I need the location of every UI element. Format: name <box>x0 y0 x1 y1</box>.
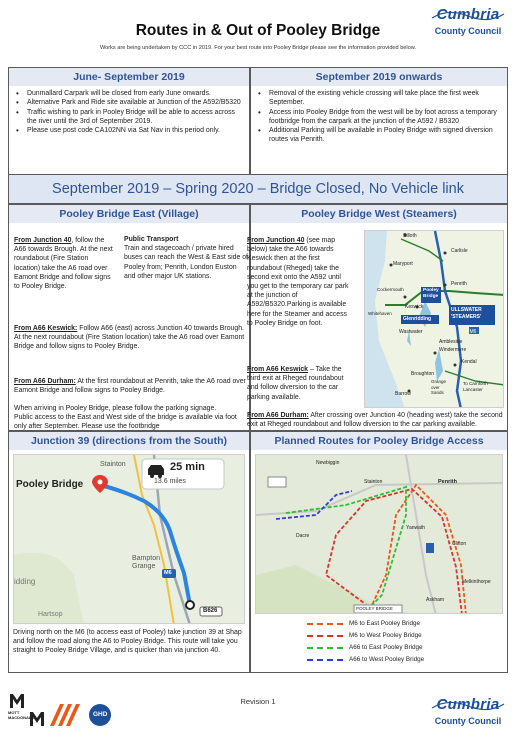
planned-routes-panel <box>250 431 508 673</box>
route-distance: 13.6 miles <box>154 478 186 485</box>
pooley-east-panel <box>8 204 250 431</box>
map-yanwath: Yanwath <box>406 525 426 531</box>
east-junction40-body: , follow the A66 towards Brough. At the next roundabout (Fire Station location) take the A6 road over Eamont Bridge and follow signs to Pooley Bridge. <box>14 237 113 291</box>
september-heading: September 2019 onwards <box>251 68 507 86</box>
route-time: 25 min <box>170 461 205 473</box>
footer-cumbria-logo-sub: County Council <box>434 716 502 726</box>
map-carnforth: To Carnforth Lancaster <box>463 381 488 392</box>
legend-line <box>307 635 343 637</box>
east-arrive-body: When arriving in Pooley Bridge, please follow the parking signage. <box>14 405 217 412</box>
map-askham: Askham <box>426 597 445 603</box>
page-subtitle: Works are being undertaken by CCC in 2019. For your best route into Pooley Bridge please see the information provided below. <box>99 45 417 51</box>
map-road-b626: B626 <box>203 608 218 614</box>
place-dot <box>454 364 457 367</box>
west-heading: Pooley Bridge West (Steamers) <box>251 205 507 223</box>
june-item: • Dunmallard Carpark will be closed from early June onwards. <box>13 89 245 98</box>
m6-shield-label: M6 <box>469 329 477 335</box>
cumbria-logo-word: Cumbria <box>436 6 500 23</box>
legend-row <box>251 655 491 665</box>
east-arrive-text <box>14 404 246 432</box>
revision-label: Revision 1 <box>240 697 276 706</box>
west-keswick-text <box>247 365 353 402</box>
west-junction40-label: From Junction 40 <box>247 237 305 244</box>
m6-shield <box>426 543 434 553</box>
map-newbiggin: Newbiggin <box>316 460 340 466</box>
map-place-ridding: idding <box>14 577 36 586</box>
legend-row <box>251 643 491 653</box>
public-transport-text: Train and stagecoach / private hired buses can reach the West & East side of Pooley from; Penrith, London Euston and other major UK stations. <box>124 245 248 280</box>
public-transport-heading: Public Transport <box>124 236 179 243</box>
west-durham-body: After crossing over Junction 40 (heading west) take the second exit at Rheged roundabout and follow diversion to the car parking available. <box>247 412 503 429</box>
legend-row <box>251 619 491 629</box>
september-item: • Additional Parking will be available in Pooley Bridge with signed diversion routes via Penrith. <box>255 126 503 145</box>
partner-logos <box>8 690 118 730</box>
east-durham-body: At the first roundabout at Penrith, take the A6 road over Eamont Bridge and follow signs to Pooley Bridge. <box>14 378 246 395</box>
map-dacre: Dacre <box>296 533 310 539</box>
map-stainton: Stainton <box>364 479 383 485</box>
place-dot <box>404 296 407 299</box>
place-dot <box>434 352 437 355</box>
september-list <box>255 89 503 145</box>
mott-macdonald-m-icon <box>10 694 24 708</box>
junction39-map <box>13 454 245 624</box>
map-pooley-bridge: Pooley Bridge <box>423 288 439 299</box>
east-junction40-label: From Junction 40 <box>14 237 72 244</box>
sea-area <box>365 231 405 408</box>
east-keswick-text <box>14 324 246 352</box>
june-september-panel <box>8 67 250 175</box>
place-dot <box>444 252 447 255</box>
legend-label: A66 to West Pooley Bridge <box>349 656 425 663</box>
map-ullswater-steamers: ULLSWATER 'STEAMERS' <box>451 307 482 320</box>
legend-line <box>307 659 343 661</box>
map-melkinthorpe: Melkinthorpe <box>462 579 491 585</box>
pooley-west-panel <box>247 204 508 431</box>
west-keswick-label: From A66 Keswick <box>247 366 309 373</box>
destination-pin-dot <box>98 480 103 485</box>
car-icon <box>148 465 164 475</box>
map-clifton: Clifton <box>452 541 467 547</box>
map-pooley-bridge: POOLEY BRIDGE <box>356 606 393 611</box>
june-item: • Traffic wishing to park in Pooley Bridge will be able to access across the river until the 3rd of September 2019. <box>13 108 245 127</box>
east-keswick-label: From A66 Keswick: <box>14 325 78 332</box>
september-onwards-panel <box>250 67 508 175</box>
east-keswick-body: Follow A66 (east) across Junction 40 towards Brough. At the next roundabout (Fire Station location) take the A6 road over Eamont Bridge and follow signs to Pooley Bridge. <box>14 325 245 351</box>
map-windermere: Windermere <box>439 347 467 353</box>
east-heading: Pooley Bridge East (Village) <box>9 205 249 223</box>
june-item: • Alternative Park and Ride site available at Junction of the A592/B5320 <box>13 98 245 107</box>
map-silloth: Silloth <box>403 233 417 239</box>
place-dot <box>444 284 447 287</box>
map-whitehaven: Whitehaven <box>368 311 392 316</box>
east-durham-text <box>14 377 246 395</box>
a66-sign <box>268 477 286 487</box>
west-junction40-text <box>247 236 353 328</box>
legend-label: M6 to West Pooley Bridge <box>349 632 422 639</box>
west-durham-label: From A66 Durham: <box>247 412 309 419</box>
planned-routes-map <box>255 454 503 614</box>
legend-row <box>251 631 491 641</box>
map-penrith: Penrith <box>438 479 457 485</box>
legend-label: M6 to East Pooley Bridge <box>349 620 421 627</box>
map-barrow: Barrow <box>395 391 411 397</box>
footer-cumbria-logo <box>428 694 508 734</box>
map-penrith: Penrith <box>451 281 467 287</box>
map-kendal: Kendal <box>461 359 477 365</box>
junction39-heading: Junction 39 (directions from the South) <box>9 432 249 450</box>
map-broughton: Broughton <box>411 371 435 377</box>
east-durham-label: From A66 Durham: <box>14 378 76 385</box>
west-durham-text <box>247 411 505 429</box>
planned-heading: Planned Routes for Pooley Bridge Access <box>251 432 507 450</box>
east-junction40-text <box>14 236 114 291</box>
june-item: • Please use post code CA102NN via Sat Nav in this period only. <box>13 126 245 135</box>
closure-banner: September 2019 – Spring 2020 – Bridge Closed, No Vehicle link <box>8 174 508 204</box>
map-maryport: Maryport <box>393 261 413 267</box>
map-carlisle: Carlisle <box>451 248 468 254</box>
september-item: • Access into Pooley Bridge from the west will be by foot across a temporary footbridge from the carpark at the junction of the A592 / B5320 <box>255 108 503 127</box>
legend-label: A66 to East Pooley Bridge <box>349 644 423 651</box>
lake-district-map <box>364 230 504 408</box>
map-glenridding: Glenridding <box>403 316 432 322</box>
september-item: • Removal of the existing vehicle crossing will take place the first week September. <box>255 89 503 108</box>
map-place-hartsop: Hartsop <box>38 611 63 618</box>
cumbria-logo <box>428 4 508 44</box>
map-place-bampton: Bampton Grange <box>132 555 161 570</box>
east-public-body: Public access to the East and West side of the bridge is available via foot only after September. Please use the footbridge <box>14 414 237 431</box>
map-place-pooley: Pooley Bridge <box>16 479 84 490</box>
map-keswick: Keswick <box>405 304 424 310</box>
legend-line <box>307 647 343 649</box>
page-title: Routes in & Out of Pooley Bridge <box>135 22 381 39</box>
map-wastwater: Wastwater <box>399 329 423 335</box>
map-cockermouth: Cockermouth <box>377 287 404 292</box>
map-road-m6: M6 <box>164 570 172 576</box>
map-ambleside: Ambleside <box>439 339 463 345</box>
junction39-panel <box>8 431 250 673</box>
legend-line <box>307 623 343 625</box>
public-transport-block <box>124 235 248 281</box>
route-start-point <box>186 601 194 609</box>
junction39-text: Driving north on the M6 (to access east of Pooley) take junction 39 at Shap and follow the road along the A6 to Pooley Bridge. This route will take you straight to Pooley Bridge Village, and is quicker than via junction 40. <box>13 629 242 655</box>
cumbria-logo-sub: County Council <box>434 26 502 36</box>
west-keswick-body: – Take the third exit at Rheged roundabout and follow diversion to the car parking available. <box>247 366 344 401</box>
footer-cumbria-logo-word: Cumbria <box>436 696 500 713</box>
mott-macdonald-text: MOTT MACDONALD <box>8 710 35 720</box>
stripe-logo-icon <box>50 704 80 726</box>
west-junction40-body: (see map below) take the A66 towards Keswick then at the first roundabout (Rheged) take the second exit onto the A592 until you get to the temporary car park at the junction of A592/B5320.Parking is available here for the Steamer and access to Pooley Bridge on foot. <box>247 237 349 327</box>
map-place-stainton: Stainton <box>100 461 126 468</box>
june-heading: June- September 2019 <box>9 68 249 86</box>
june-list <box>13 89 245 135</box>
map-grange: Grange over Sands <box>431 379 447 395</box>
ghd-text: GHD <box>93 711 108 718</box>
